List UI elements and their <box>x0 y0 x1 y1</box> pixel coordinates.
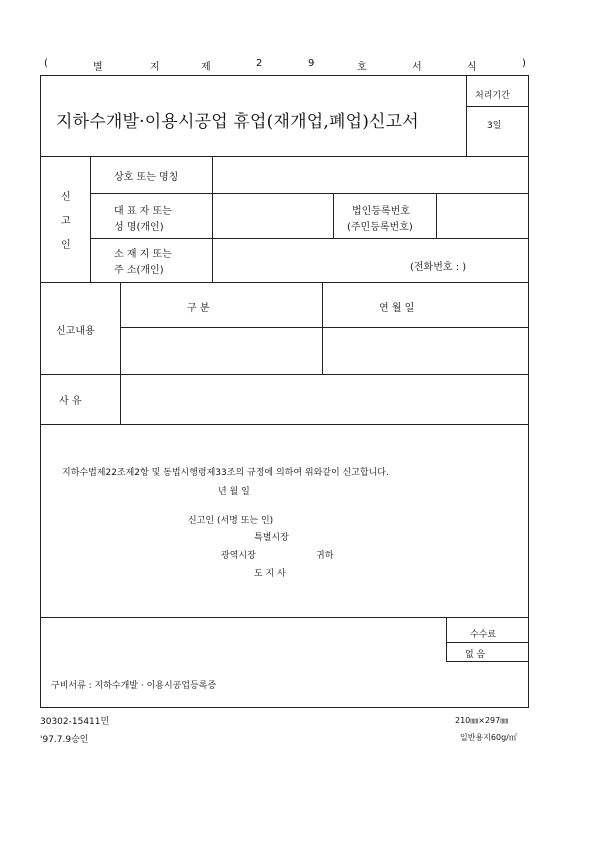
address-label: 소 재 지 또는 <box>114 249 172 260</box>
declaration-signer: 신고인 (서명 또는 인) <box>188 516 274 526</box>
reporter-side-label: 인 <box>61 240 71 251</box>
recipient-governor: 도 지 사 <box>254 569 286 579</box>
fee-value: 없 음 <box>465 650 486 660</box>
declaration-date: 년 월 일 <box>218 487 250 497</box>
corp-reg-no-label: 법인등록번호 <box>352 206 410 217</box>
phone-number-field: (전화번호 : ) <box>410 262 467 273</box>
address-label: 주 소(개인) <box>114 265 164 276</box>
recipient-metro-mayor: 광역시장 <box>221 551 256 561</box>
form-header-char: 2 <box>256 58 263 69</box>
recipient-suffix: 귀하 <box>316 551 334 561</box>
form-header-char: 제 <box>201 62 211 73</box>
fee-label: 수수료 <box>470 630 497 640</box>
processing-period-value: 3일 <box>487 121 502 131</box>
processing-period-label: 처리기간 <box>475 91 510 101</box>
representative-label: 대 표 자 또는 <box>114 206 172 217</box>
reporter-side-label: 신 <box>61 192 71 203</box>
approval-date: '97.7.9승인 <box>40 735 89 745</box>
form-code: 30302-15411민 <box>40 717 110 727</box>
form-header-char: 별 <box>93 62 103 73</box>
form-header-char: 서 <box>412 62 422 73</box>
form-header-char: 9 <box>308 58 315 69</box>
representative-label: 성 명(개인) <box>114 222 164 233</box>
category-column-header: 구 분 <box>187 303 210 314</box>
form-header-char: 지 <box>150 62 160 73</box>
report-content-label: 신고내용 <box>56 326 95 337</box>
declaration-statement: 지하수법제22조제2항 및 동법시행령제33조의 규정에 의하여 위와같이 신고합니다. <box>62 468 389 478</box>
recipient-mayor: 특별시장 <box>254 533 289 543</box>
required-documents: 구비서류 : 지하수개발 · 이용시공업등록증 <box>51 681 217 691</box>
form-header-char: 호 <box>357 62 367 73</box>
form-header-char: 식 <box>467 62 477 73</box>
paper-type: 일반용지60g/㎡ <box>460 733 517 742</box>
company-name-label: 상호 또는 명칭 <box>114 172 179 183</box>
form-header-close-paren: ) <box>522 58 526 69</box>
reporter-side-label: 고 <box>61 216 71 227</box>
reason-label: 사 유 <box>59 396 82 407</box>
form-title: 지하수개발·이용시공업 휴업(재개업,폐업)신고서 <box>56 112 419 132</box>
form-header-open-paren: ( <box>44 58 48 69</box>
paper-size: 210㎜×297㎜ <box>455 716 509 725</box>
corp-reg-no-label: (주민등록번호) <box>347 222 413 233</box>
date-column-header: 연 월 일 <box>379 303 415 314</box>
